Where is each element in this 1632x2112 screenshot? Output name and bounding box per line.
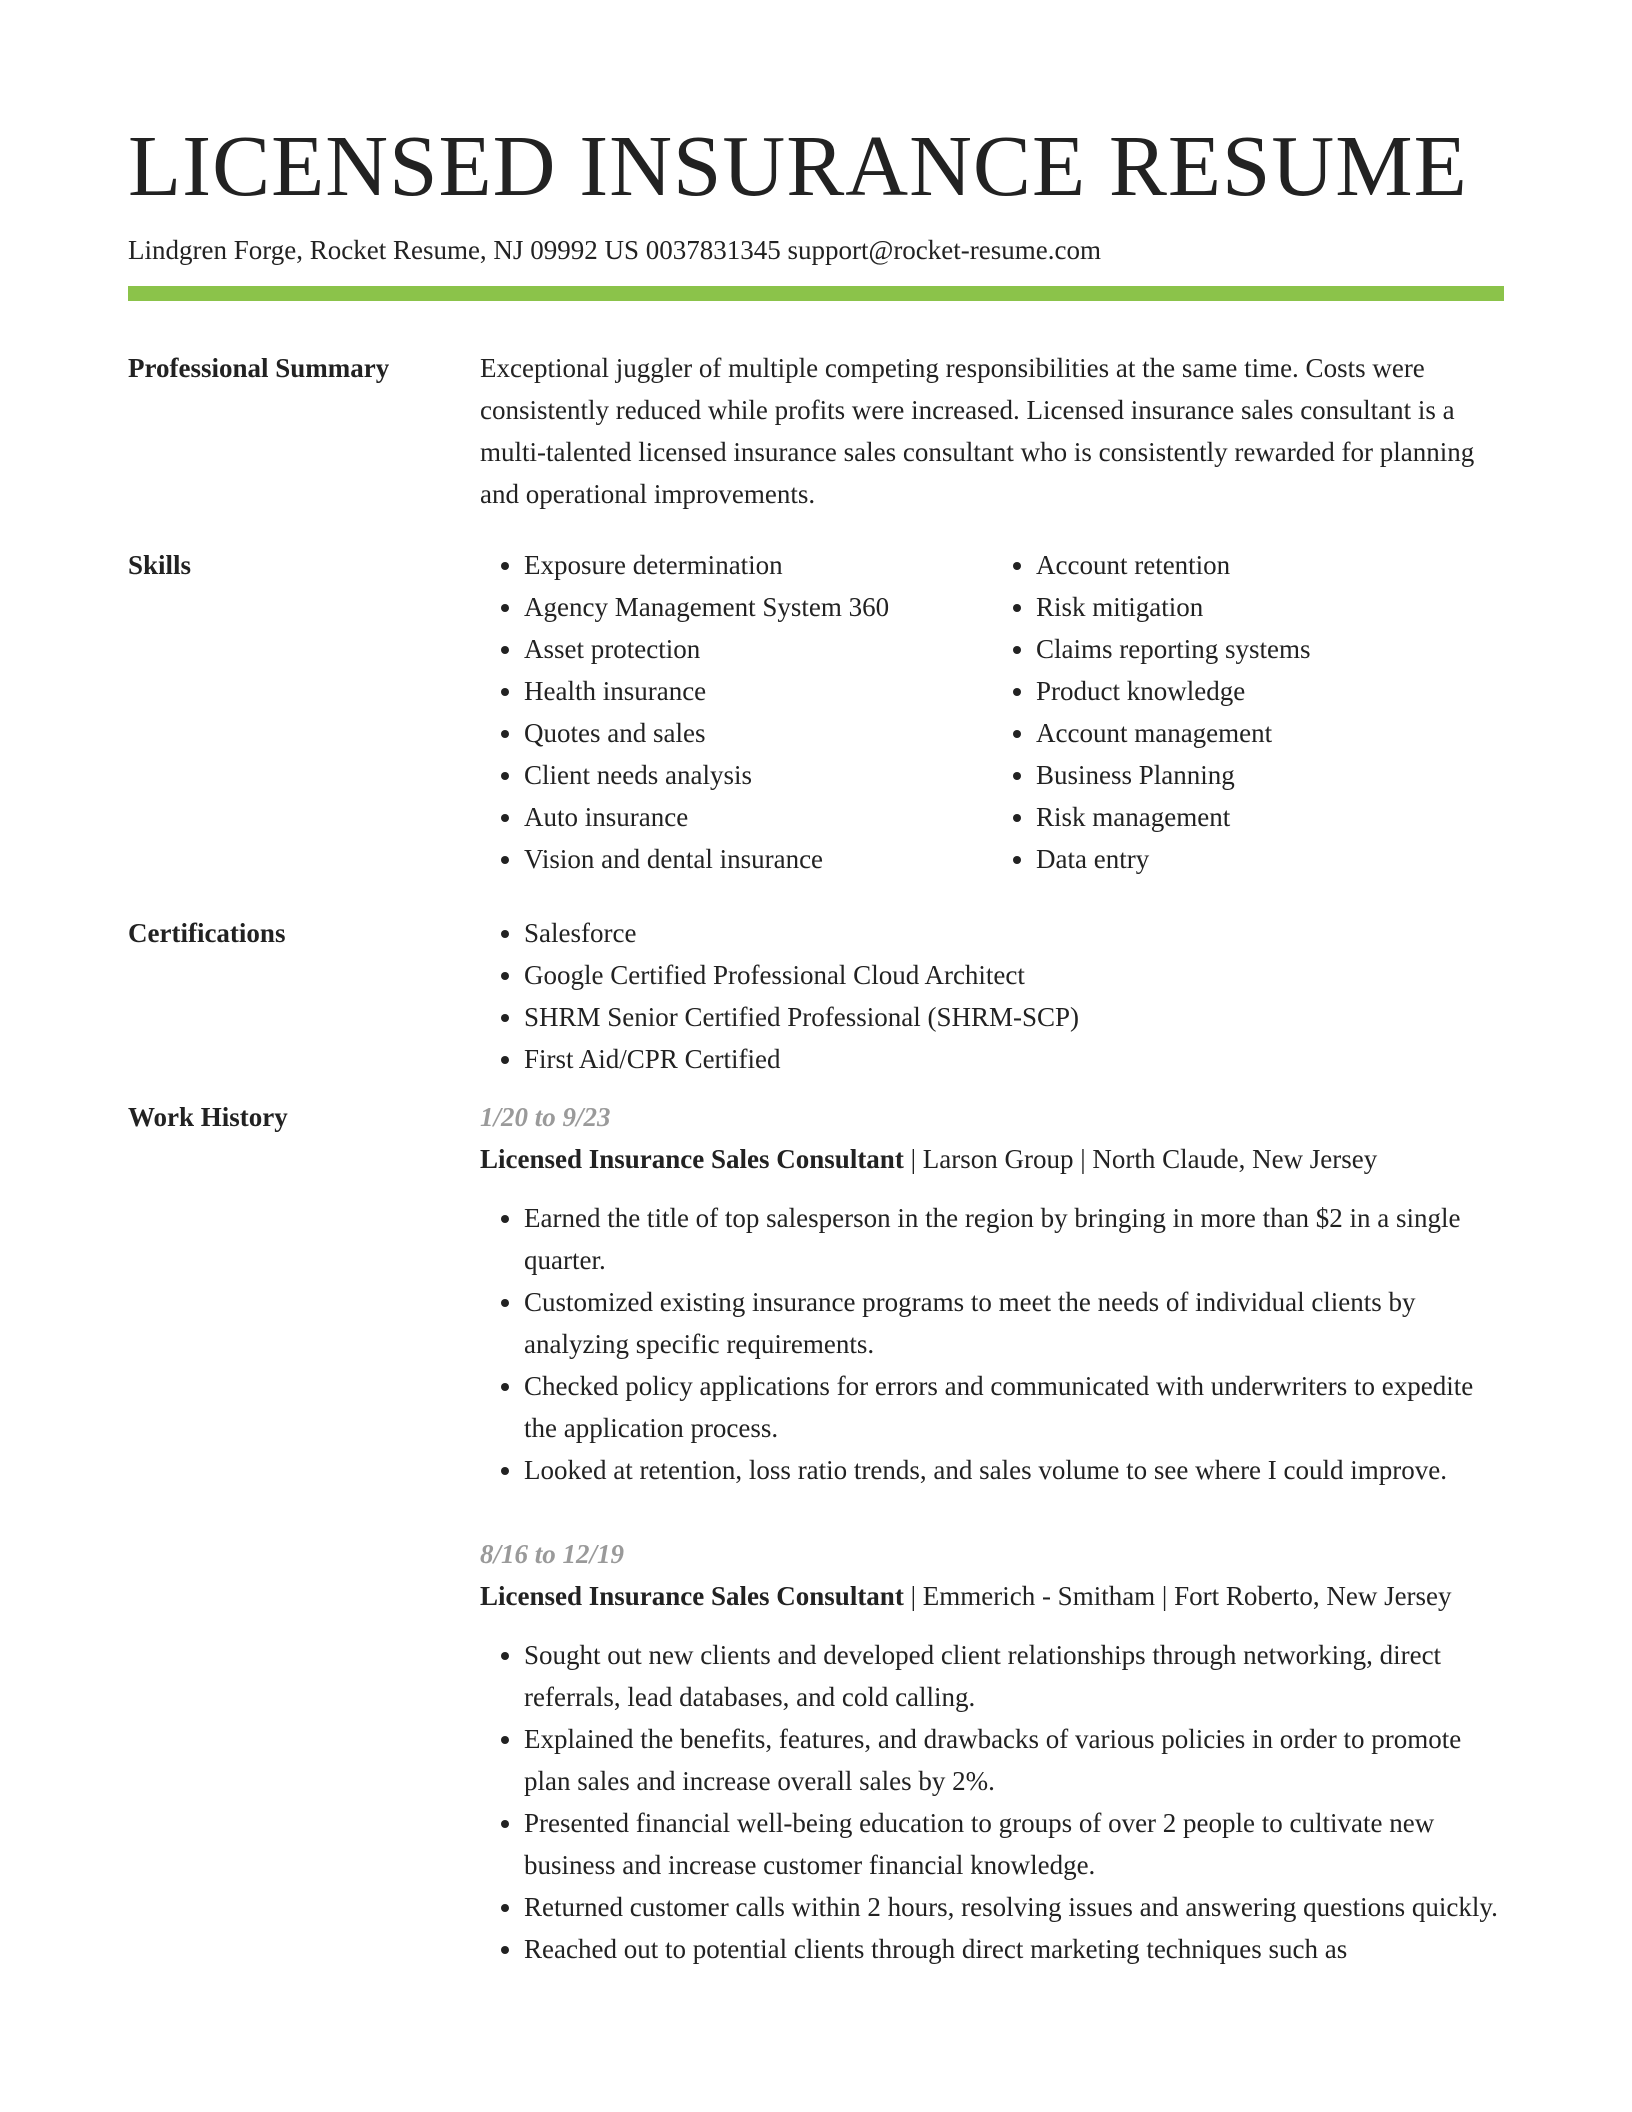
certifications-label: Certifications — [128, 918, 286, 948]
job-duty: • Returned customer calls within 2 hours, resolving issues and answering questions quickly. — [524, 1886, 1504, 1928]
skill-item: • Quotes and sales — [524, 712, 992, 754]
skills-columns — [480, 544, 1504, 880]
skill-item: • Exposure determination — [524, 544, 992, 586]
skill-item: • Asset protection — [524, 628, 992, 670]
work-history-body — [480, 1096, 1504, 2012]
summary-label: Professional Summary — [128, 353, 390, 383]
work-history-label: Work History — [128, 1102, 288, 1132]
job-dates: 1/20 to 9/23 — [480, 1102, 611, 1132]
certification-item: • Salesforce — [524, 912, 1504, 954]
skill-item: • Data entry — [1036, 838, 1504, 880]
skill-item: • Account management — [1036, 712, 1504, 754]
job-heading — [480, 1575, 1504, 1617]
contact-line: Lindgren Forge, Rocket Resume, NJ 09992 US 0037831345 support@rocket-resume.com — [128, 235, 1101, 265]
skill-item: • Vision and dental insurance — [524, 838, 992, 880]
job-duty: • Looked at retention, loss ratio trends, and sales volume to see where I could improve. — [524, 1449, 1504, 1491]
skill-item: • Account retention — [1036, 544, 1504, 586]
skill-item: • Risk management — [1036, 796, 1504, 838]
skills-body — [480, 544, 1504, 880]
job-duties-list — [480, 1197, 1504, 1491]
job-duty: • Presented financial well-being education to groups of over 2 people to cultivate new business and increase customer financial knowledge. — [524, 1802, 1504, 1886]
skill-item: • Risk mitigation — [1036, 586, 1504, 628]
skill-item: • Product knowledge — [1036, 670, 1504, 712]
skills-label: Skills — [128, 550, 192, 580]
summary-text: Exceptional juggler of multiple competing responsibilities at the same time. Costs were consistently reduced while profits were increased. Licensed insurance sales consultant is a multi-talented licensed insurance sales consultant who is consistently rewarded for planning and operational improvements. — [480, 353, 1475, 509]
job-title: Licensed Insurance Sales Consultant — [480, 1144, 904, 1174]
certification-item: • First Aid/CPR Certified — [524, 1038, 1504, 1080]
job-heading — [480, 1138, 1504, 1180]
skill-item: • Client needs analysis — [524, 754, 992, 796]
job-company-location: | Emmerich - Smitham | Fort Roberto, New Jersey — [903, 1581, 1452, 1611]
job-duty: • Reached out to potential clients through direct marketing techniques such as — [524, 1928, 1504, 1970]
job-entry — [480, 1533, 1504, 1970]
job-entry — [480, 1096, 1504, 1491]
certifications-list — [480, 912, 1504, 1080]
skill-item: • Agency Management System 360 — [524, 586, 992, 628]
certification-item: • SHRM Senior Certified Professional (SHRM-SCP) — [524, 996, 1504, 1038]
job-company-location: | Larson Group | North Claude, New Jersey — [903, 1144, 1378, 1174]
job-duty: • Earned the title of top salesperson in the region by bringing in more than $2 in a single quarter. — [524, 1197, 1504, 1281]
header-divider — [128, 286, 1504, 301]
job-duty: • Sought out new clients and developed client relationships through networking, direct referrals, lead databases, and cold calling. — [524, 1634, 1504, 1718]
job-duty: • Checked policy applications for errors and communicated with underwriters to expedite the application process. — [524, 1365, 1504, 1449]
job-duty: • Customized existing insurance programs to meet the needs of individual clients by analyzing specific requirements. — [524, 1281, 1504, 1365]
certification-item: • Google Certified Professional Cloud Architect — [524, 954, 1504, 996]
skills-list-right — [992, 544, 1504, 880]
job-duty: • Explained the benefits, features, and drawbacks of various policies in order to promote plan sales and increase overall sales by 2%. — [524, 1718, 1504, 1802]
skill-item: • Claims reporting systems — [1036, 628, 1504, 670]
job-dates: 8/16 to 12/19 — [480, 1539, 625, 1569]
job-title: Licensed Insurance Sales Consultant — [480, 1581, 904, 1611]
job-duties-list — [480, 1634, 1504, 1970]
summary-body — [480, 347, 1504, 515]
skill-item: • Business Planning — [1036, 754, 1504, 796]
skill-item: • Health insurance — [524, 670, 992, 712]
skill-item: • Auto insurance — [524, 796, 992, 838]
certifications-body — [480, 912, 1504, 1080]
skills-list-left — [480, 544, 992, 880]
page-title: LICENSED INSURANCE RESUME — [128, 117, 1468, 214]
